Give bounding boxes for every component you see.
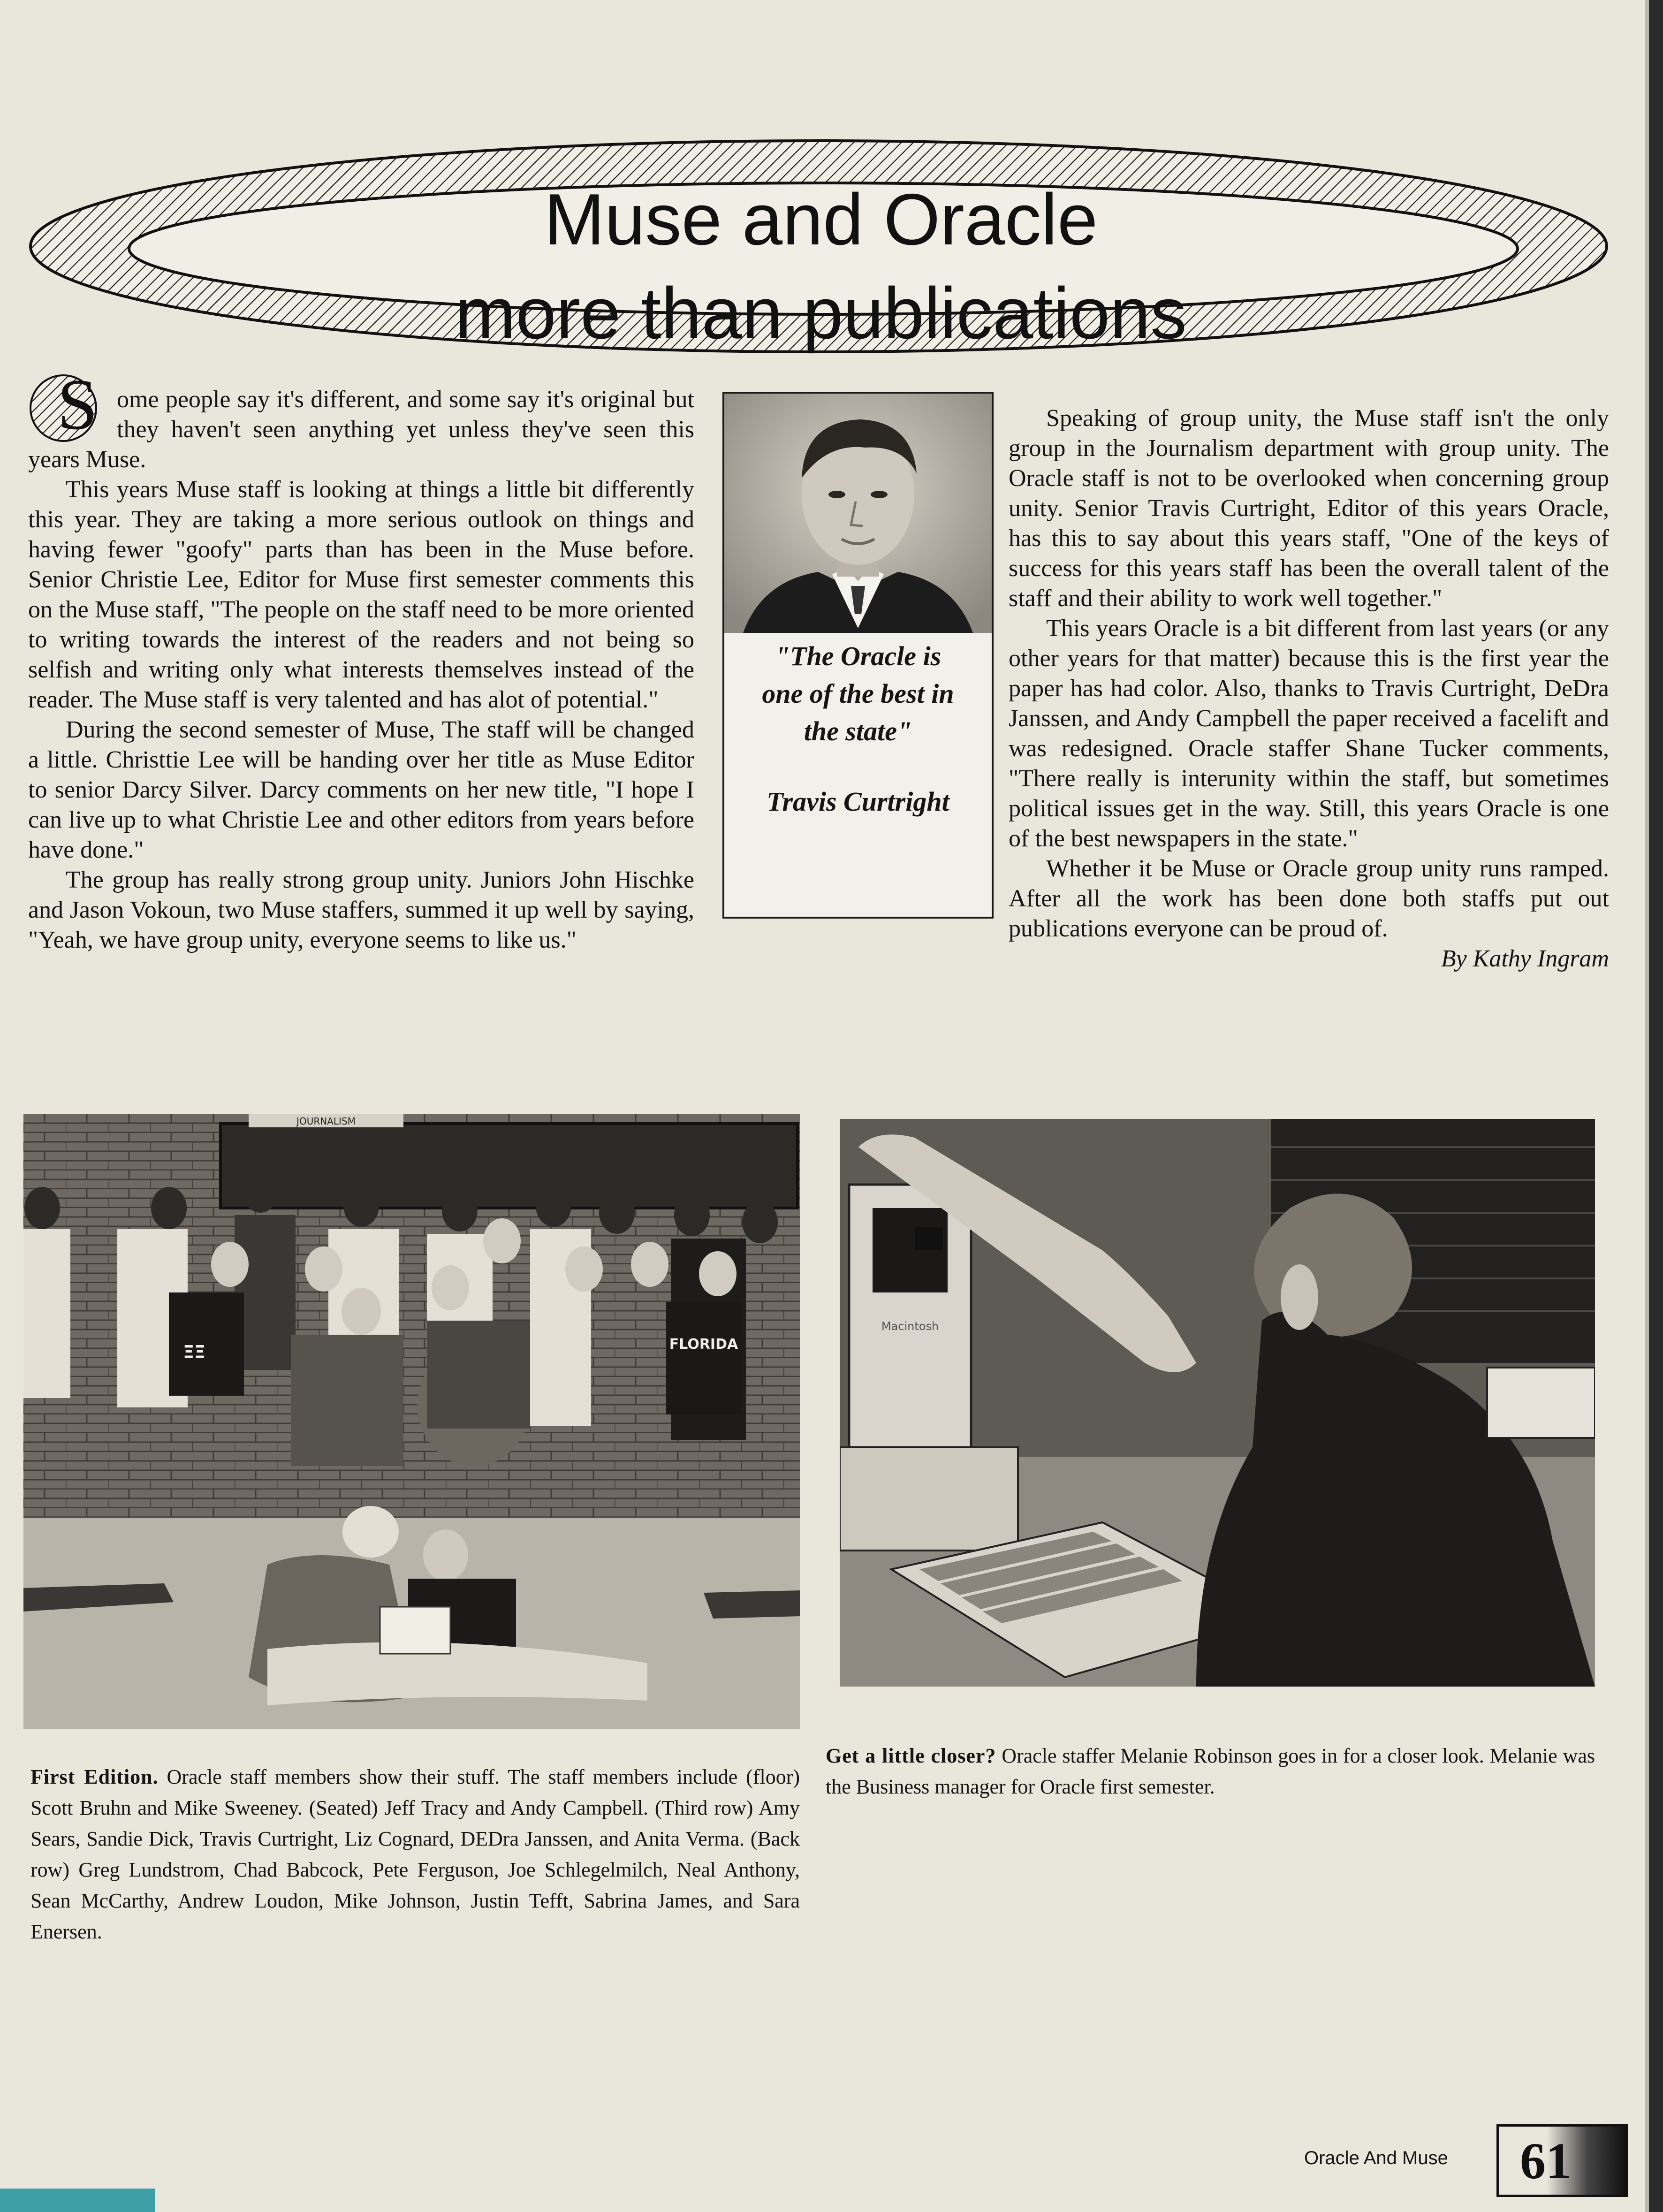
portrait-illustration [724,394,992,633]
page-number-box [1496,2124,1628,2197]
paragraph: Whether it be Muse or Oracle group unity runs ramped. After all the work has been done both staffs put out publications everyone can be proud of. [1009,855,1609,942]
page-edge-shadow [1645,0,1649,2212]
headline-line-1: Muse and Oracle [544,179,1098,260]
caption-heading: Get a little closer? [826,1744,996,1767]
paragraph: Speaking of group unity, the Muse staff isn't the only group in the Journalism department with group unity. The Oracle staff is not to be overlooked when concerning group unity. Senior Travis Curtright, Editor of this years Oracle, has this to say about this years staff, "One of the keys of success for this years staff has been the overall talent of the staff and their ability to work well together." [1009,405,1609,612]
title-banner [26,134,1616,359]
journalism-sign: JOURNALISM [296,1116,356,1127]
headline-line-2: more than publications [455,273,1187,354]
computer-photo-caption [826,1741,1595,1802]
paragraph-text: ome people say it's different, and some say it's original but they haven't seen anything yet unless they've seen this years Muse. [28,386,694,473]
dropcap-letter: S [57,364,98,445]
portrait-photo [724,394,992,633]
paragraph: The group has really strong group unity. Juniors John Hischke and Jason Vokoun, two Muse staffers, summed it up well by saying, "Yeah, we have group unity, everyone seems to like us." [28,867,694,953]
computer-photo [840,1119,1595,1687]
computer-photo-illustration [840,1119,1595,1687]
paragraph: During the second semester of Muse, The staff will be changed a little. Christtie Lee will be handing over her title as Muse Editor to senior Darcy Silver. Darcy comments on her new title, "I hope I can live up to what Christie Lee and other editors from years before have done." [28,716,694,863]
caption-text: Oracle staff members show their stuff. The staff members include (floor) Scott Bruhn and Mike Sweeney. (Seated) Jeff Tracy and Andy Campbell. (Third row) Amy Sears, Sandie Dick, Travis Curtright, Liz Cognard, DEDra Janssen, and Anita Verma. (Back row) Greg Lundstrom, Chad Babcock, Pete Ferguson, Joe Schlegelmilch, Neal Anthony, Sean McCarthy, Andrew Loudon, Mike Johnson, Justin Tefft, Sabrina James, and Sara Enersen. [30,1765,800,1943]
group-photo [23,1114,800,1729]
pullquote-attribution: Travis Curtright [767,786,949,817]
caption-text: Oracle staffer Melanie Robinson goes in for a closer look. Melanie was the Business manager for Oracle first semester. [826,1744,1595,1798]
dropcap [28,364,110,445]
monitor-brand-label: Macintosh [881,1320,939,1333]
byline: By Kathy Ingram [1441,945,1609,972]
florida-shirt-text: FLORIDA [669,1336,738,1353]
group-photo-caption [30,1762,800,1947]
pullquote [724,638,992,821]
section-label: Oracle And Muse [1304,2148,1448,2168]
svg-text:ΞΞ: ΞΞ [183,1342,206,1362]
page-number: 61 [1520,2132,1572,2189]
paragraph [28,364,694,475]
left-article-column [28,364,694,955]
pullquote-box [722,392,994,919]
group-photo-illustration [23,1114,800,1729]
right-article-column [1009,403,1609,974]
caption-heading: First Edition. [30,1765,159,1788]
paragraph: This years Oracle is a bit different from last years (or any other years for that matter) because this is the first year the paper has had color. Also, thanks to Travis Curtright, DeDra Janssen, and Andy Campbell the paper received a facelift and was redesigned. Oracle staffer Shane Tucker comments, "There really is interunity within the staff, but sometimes political issues get in the way. Still, this years Oracle is one of the best newspapers in the state." [1009,615,1609,852]
page-corner-tab [0,2189,155,2212]
paragraph: This years Muse staff is looking at things a little bit differently this year. They are taking a more serious outlook on things and having fewer "goofy" parts than has been in the Muse before. Senior Christie Lee, Editor for Muse first semester comments this on the Muse staff, "The people on the staff need to be more oriented to writing towards the interest of the readers and not being so selfish and writing only what interests themselves instead of the reader. The Muse staff is very talented and has alot of potential." [28,476,694,713]
pullquote-text: "The Oracle is one of the best in the state" [762,641,954,746]
page-edge [1649,0,1663,2212]
